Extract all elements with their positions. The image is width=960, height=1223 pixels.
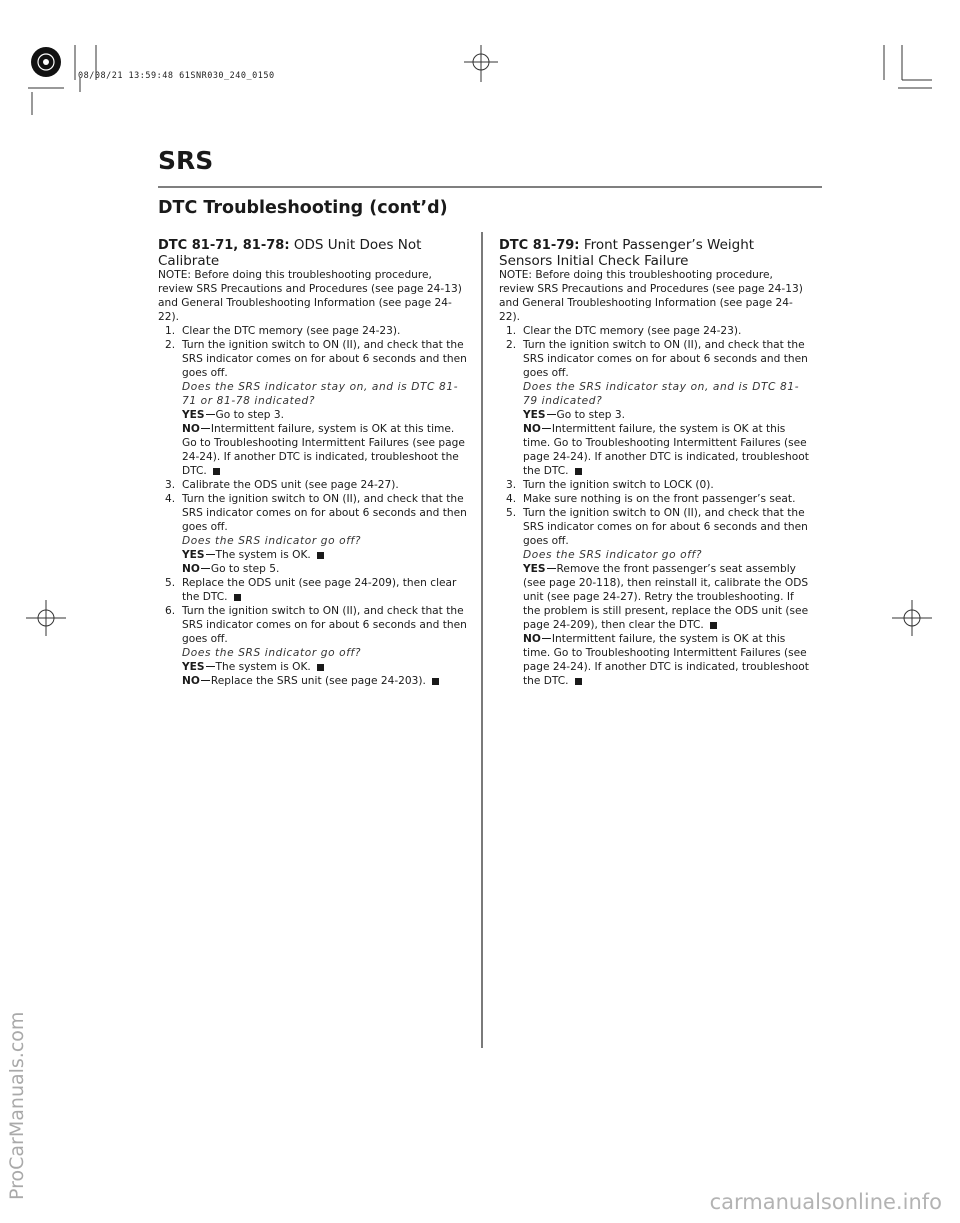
section-title: SRS bbox=[158, 146, 214, 175]
right-column bbox=[499, 238, 811, 688]
answer-text: Go to step 3. bbox=[556, 409, 625, 421]
step-number: 3. bbox=[165, 479, 176, 491]
left-title-line1: ODS Unit Does Not bbox=[293, 237, 422, 253]
answer-text: Go to step 5. bbox=[210, 563, 280, 575]
right-dtc-code: DTC 81-79: bbox=[499, 238, 580, 253]
left-q3-yes bbox=[158, 660, 468, 674]
side-watermark: ProCarManuals.com bbox=[6, 1011, 28, 1200]
step-text: Turn the ignition switch to ON (II), and check that the SRS indicator comes on for about 6 seconds and then goes off. bbox=[182, 339, 467, 379]
answer-text: Remove the front passenger’s seat assembly (see page 20-118), then reinstall it, calibrate the ODS unit (see page 24-27). Retry the troubleshooting. If the problem is still present, replace the ODS unit (see page 24-209), then clear the DTC. bbox=[523, 563, 809, 631]
answer-text: Intermittent failure, the system is OK at this time. Go to Troubleshooting Intermittent Failures (see page 24-24). If another DTC is indicated, troubleshoot the DTC. bbox=[523, 423, 809, 477]
yes-label: YES bbox=[182, 661, 205, 673]
right-step-4 bbox=[499, 492, 811, 506]
print-stamp: 08/08/21 13:59:48 61SNR030_240_0150 bbox=[78, 71, 275, 81]
left-q1-no bbox=[158, 422, 468, 478]
step-text: Clear the DTC memory (see page 24-23). bbox=[182, 325, 401, 337]
left-step-6 bbox=[158, 604, 468, 646]
end-mark-icon bbox=[575, 678, 582, 685]
step-text: Turn the ignition switch to ON (II), and check that the SRS indicator comes on for about 6 seconds and then goes off. bbox=[182, 605, 467, 645]
right-q1-no bbox=[499, 422, 811, 478]
page-subtitle: DTC Troubleshooting (cont’d) bbox=[158, 198, 448, 218]
end-mark-icon bbox=[213, 468, 220, 475]
right-step-5 bbox=[499, 506, 811, 548]
left-column bbox=[158, 238, 468, 688]
yes-label: YES bbox=[523, 563, 546, 575]
step-number: 5. bbox=[165, 577, 176, 589]
step-text: Clear the DTC memory (see page 24-23). bbox=[523, 325, 742, 337]
left-q2-no bbox=[158, 562, 468, 576]
left-step-5 bbox=[158, 576, 468, 604]
end-mark-icon bbox=[432, 678, 439, 685]
answer-text: Intermittent failure, the system is OK at this time. Go to Troubleshooting Intermittent Failures (see page 24-24). If another DTC is indicated, troubleshoot the DTC. bbox=[523, 633, 809, 687]
end-mark-icon bbox=[234, 594, 241, 601]
step-number: 4. bbox=[165, 493, 176, 505]
yes-label: YES bbox=[523, 409, 546, 421]
right-heading bbox=[499, 238, 811, 268]
left-q3-no bbox=[158, 674, 468, 688]
left-dtc-code: DTC 81-71, 81-78: bbox=[158, 238, 290, 253]
step-number: 5. bbox=[506, 507, 517, 519]
step-text: Calibrate the ODS unit (see page 24-27). bbox=[182, 479, 399, 491]
left-step-2 bbox=[158, 338, 468, 380]
left-step-3 bbox=[158, 478, 468, 492]
step-text: Turn the ignition switch to ON (II), and check that the SRS indicator comes on for about 6 seconds and then goes off. bbox=[523, 507, 808, 547]
step-text: Turn the ignition switch to LOCK (0). bbox=[523, 479, 714, 491]
step-number: 4. bbox=[506, 493, 517, 505]
left-question-3: Does the SRS indicator go off? bbox=[182, 647, 362, 659]
step-text: Turn the ignition switch to ON (II), and check that the SRS indicator comes on for about 6 seconds and then goes off. bbox=[523, 339, 808, 379]
left-question-1: Does the SRS indicator stay on, and is DTC 81-71 or 81-78 indicated? bbox=[182, 381, 459, 407]
no-label: NO bbox=[182, 423, 200, 435]
end-mark-icon bbox=[317, 552, 324, 559]
right-title-line2: Sensors Initial Check Failure bbox=[499, 252, 689, 269]
no-label: NO bbox=[523, 633, 541, 645]
left-note: NOTE: Before doing this troubleshooting procedure, review SRS Precautions and Procedures (see page 24-13) and General Troubleshooting Information (see page 24-22). bbox=[158, 269, 462, 323]
no-label: NO bbox=[182, 675, 200, 687]
end-mark-icon bbox=[710, 622, 717, 629]
right-q1-yes bbox=[499, 408, 811, 422]
end-mark-icon bbox=[317, 664, 324, 671]
answer-text: The system is OK. bbox=[215, 661, 311, 673]
step-text: Make sure nothing is on the front passenger’s seat. bbox=[523, 493, 796, 505]
step-number: 1. bbox=[165, 325, 176, 337]
left-question-2: Does the SRS indicator go off? bbox=[182, 535, 362, 547]
step-number: 3. bbox=[506, 479, 517, 491]
no-label: NO bbox=[523, 423, 541, 435]
left-step-4 bbox=[158, 492, 468, 534]
yes-label: YES bbox=[182, 409, 205, 421]
right-note: NOTE: Before doing this troubleshooting procedure, review SRS Precautions and Procedures (see page 24-13) and General Troubleshooting Information (see page 24-22). bbox=[499, 269, 803, 323]
left-q2-yes bbox=[158, 548, 468, 562]
right-q2-no bbox=[499, 632, 811, 688]
right-step-2 bbox=[499, 338, 811, 380]
step-text: Turn the ignition switch to ON (II), and check that the SRS indicator comes on for about 6 seconds and then goes off. bbox=[182, 493, 467, 533]
answer-text: Go to step 3. bbox=[215, 409, 284, 421]
answer-text: The system is OK. bbox=[215, 549, 311, 561]
right-question-1: Does the SRS indicator stay on, and is DTC 81-79 indicated? bbox=[523, 381, 800, 407]
step-number: 6. bbox=[165, 605, 176, 617]
end-mark-icon bbox=[575, 468, 582, 475]
left-step-1 bbox=[158, 324, 468, 338]
right-title-line1: Front Passenger’s Weight bbox=[583, 237, 755, 253]
right-q2-yes bbox=[499, 562, 811, 632]
right-step-3 bbox=[499, 478, 811, 492]
right-step-1 bbox=[499, 324, 811, 338]
answer-text: Intermittent failure, system is OK at this time. Go to Troubleshooting Intermittent Failures (see page 24-24). If another DTC is indicated, troubleshoot the DTC. bbox=[182, 423, 465, 477]
left-q1-yes bbox=[158, 408, 468, 422]
left-heading bbox=[158, 238, 468, 268]
step-number: 1. bbox=[506, 325, 517, 337]
bottom-watermark: carmanualsonline.info bbox=[709, 1190, 942, 1214]
answer-text: Replace the SRS unit (see page 24-203). bbox=[210, 675, 426, 687]
yes-label: YES bbox=[182, 549, 205, 561]
left-title-line2: Calibrate bbox=[158, 252, 220, 269]
step-text: Replace the ODS unit (see page 24-209), then clear the DTC. bbox=[182, 577, 457, 603]
step-number: 2. bbox=[165, 339, 176, 351]
right-question-2: Does the SRS indicator go off? bbox=[523, 549, 703, 561]
step-number: 2. bbox=[506, 339, 517, 351]
no-label: NO bbox=[182, 563, 200, 575]
